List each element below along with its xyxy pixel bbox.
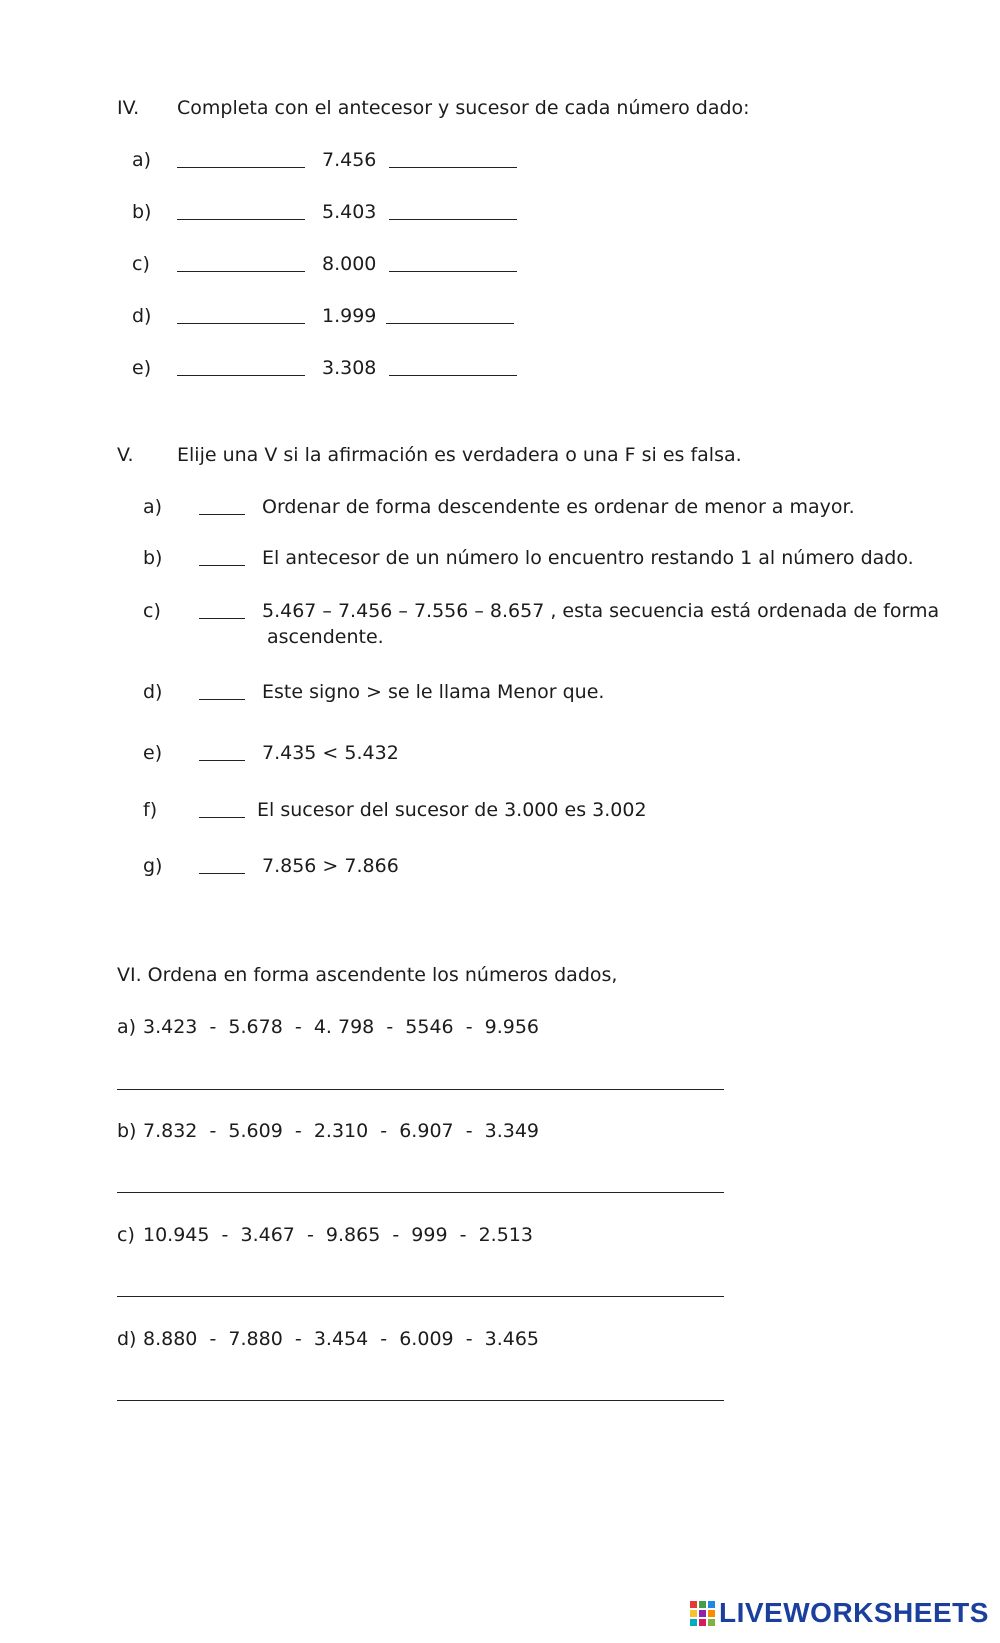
- section-iv-number: IV.: [117, 97, 140, 119]
- v-item-d-label: d): [143, 681, 163, 703]
- v-item-a-text: Ordenar de forma descendente es ordenar de menor a mayor.: [262, 496, 855, 518]
- vi-item-a-label: a): [117, 1016, 137, 1038]
- v-item-c-answer-blank[interactable]: [199, 618, 245, 619]
- vi-item-a-answer-line[interactable]: [117, 1089, 724, 1090]
- vi-item-a-numbers: 3.423 - 5.678 - 4. 798 - 5546 - 9.956: [143, 1016, 540, 1038]
- section-v-instruction: Elije una V si la afirmación es verdadera o una F si es falsa.: [177, 444, 742, 466]
- v-item-c-label: c): [143, 600, 161, 622]
- vi-item-c-numbers: 10.945 - 3.467 - 9.865 - 999 - 2.513: [143, 1224, 533, 1246]
- iv-item-d-successor-blank[interactable]: [386, 323, 514, 324]
- iv-item-c-label: c): [132, 253, 150, 275]
- v-item-b-label: b): [143, 547, 163, 569]
- v-item-c-text-continued: ascendente.: [267, 626, 384, 648]
- iv-item-e-predecessor-blank[interactable]: [177, 375, 305, 376]
- v-item-g-answer-blank[interactable]: [199, 873, 245, 874]
- iv-item-c-predecessor-blank[interactable]: [177, 271, 305, 272]
- section-vi-instruction: VI. Ordena en forma ascendente los números dados,: [117, 964, 618, 986]
- v-item-a-answer-blank[interactable]: [199, 514, 245, 515]
- v-item-d-text: Este signo > se le llama Menor que.: [262, 681, 605, 703]
- iv-item-b-value: 5.403: [322, 201, 377, 223]
- v-item-b-answer-blank[interactable]: [199, 565, 245, 566]
- iv-item-e-successor-blank[interactable]: [389, 375, 517, 376]
- iv-item-a-predecessor-blank[interactable]: [177, 167, 305, 168]
- v-item-c-text: 5.467 – 7.456 – 7.556 – 8.657 , esta secuencia está ordenada de forma: [262, 600, 940, 622]
- liveworksheets-brand-text: LIVEWORKSHEETS: [719, 1597, 989, 1628]
- iv-item-d-predecessor-blank[interactable]: [177, 323, 305, 324]
- iv-item-e-value: 3.308: [322, 357, 377, 379]
- vi-item-d-numbers: 8.880 - 7.880 - 3.454 - 6.009 - 3.465: [143, 1328, 540, 1350]
- iv-item-b-label: b): [132, 201, 152, 223]
- v-item-e-answer-blank[interactable]: [199, 760, 245, 761]
- vi-item-b-numbers: 7.832 - 5.609 - 2.310 - 6.907 - 3.349: [143, 1120, 540, 1142]
- vi-item-c-answer-line[interactable]: [117, 1296, 724, 1297]
- iv-item-c-value: 8.000: [322, 253, 377, 275]
- iv-item-a-label: a): [132, 149, 152, 171]
- v-item-a-label: a): [143, 496, 163, 518]
- vi-item-d-label: d): [117, 1328, 137, 1350]
- iv-item-b-successor-blank[interactable]: [389, 219, 517, 220]
- v-item-g-text: 7.856 > 7.866: [262, 855, 399, 877]
- section-iv-instruction: Completa con el antecesor y sucesor de cada número dado:: [177, 97, 750, 119]
- iv-item-a-successor-blank[interactable]: [389, 167, 517, 168]
- iv-item-a-value: 7.456: [322, 149, 377, 171]
- v-item-d-answer-blank[interactable]: [199, 699, 245, 700]
- liveworksheets-logo: [690, 1598, 989, 1628]
- v-item-g-label: g): [143, 855, 163, 877]
- vi-item-c-label: c): [117, 1224, 135, 1246]
- iv-item-d-label: d): [132, 305, 152, 327]
- liveworksheets-logo-icon: [690, 1601, 715, 1626]
- section-v-number: V.: [117, 444, 134, 466]
- vi-item-b-answer-line[interactable]: [117, 1192, 724, 1193]
- iv-item-d-value: 1.999: [322, 305, 377, 327]
- iv-item-b-predecessor-blank[interactable]: [177, 219, 305, 220]
- v-item-f-answer-blank[interactable]: [199, 817, 245, 818]
- v-item-f-label: f): [143, 799, 158, 821]
- iv-item-e-label: e): [132, 357, 152, 379]
- v-item-e-label: e): [143, 742, 163, 764]
- vi-item-d-answer-line[interactable]: [117, 1400, 724, 1401]
- v-item-b-text: El antecesor de un número lo encuentro restando 1 al número dado.: [262, 547, 914, 569]
- v-item-f-text: El sucesor del sucesor de 3.000 es 3.002: [257, 799, 647, 821]
- v-item-e-text: 7.435 < 5.432: [262, 742, 399, 764]
- iv-item-c-successor-blank[interactable]: [389, 271, 517, 272]
- vi-item-b-label: b): [117, 1120, 137, 1142]
